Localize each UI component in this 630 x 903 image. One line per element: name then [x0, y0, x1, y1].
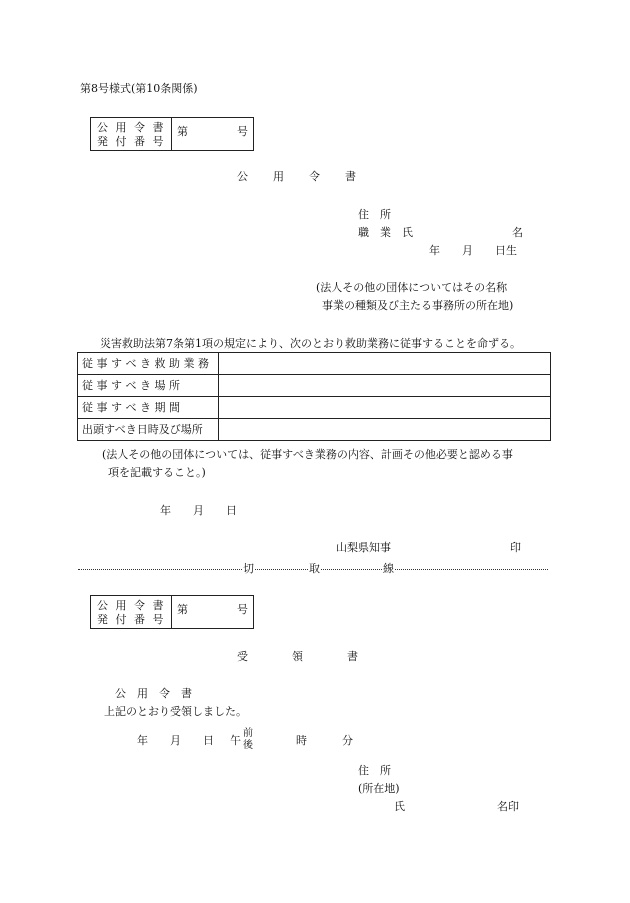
receipt-text: 上記のとおり受領しました。 — [104, 705, 247, 718]
issue-date: 年 月 日 — [160, 504, 237, 517]
cut-line-char-1: 切 — [243, 562, 254, 575]
receipt-issue-number-box — [90, 595, 254, 629]
cut-line — [78, 563, 548, 575]
receipt-location: (所在地) — [358, 782, 400, 795]
duty-value — [219, 397, 551, 419]
issue-label-line1: 公 用 令 書 — [97, 121, 166, 134]
duty-table — [77, 352, 551, 441]
duty-value — [219, 353, 551, 375]
duty-label: 出頭すべき日時及び場所 — [78, 419, 219, 441]
receipt-gozen-label: 午 — [230, 734, 241, 747]
recipient-note-1: (法人その他の団体についてはその名称 — [316, 281, 508, 294]
duty-row — [78, 419, 551, 441]
issue-label-line2: 発 付 番 号 — [97, 135, 166, 148]
order-text: 災害救助法第7条第1項の規定により、次のとおり救助業務に従事することを命ずる。 — [100, 337, 521, 350]
recipient-note-2: 事業の種類及び主たる事務所の所在地) — [322, 299, 514, 312]
receipt-date: 年 月 日 — [137, 734, 214, 747]
issue-dai: 第 — [177, 125, 188, 138]
duty-row — [78, 397, 551, 419]
am-pm-stack — [243, 728, 253, 752]
governor-seal: 印 — [510, 541, 521, 554]
issue-number-label-cell — [91, 118, 172, 150]
recipient-name-suffix: 名 — [512, 226, 523, 239]
recipient-occupation-name: 職 業 氏 — [358, 226, 413, 239]
duty-row — [78, 375, 551, 397]
receipt-issue-go: 号 — [237, 603, 248, 616]
duty-label: 従 事 す べ き 場 所 — [78, 375, 219, 397]
receipt-title: 受 領 書 — [237, 650, 358, 663]
duty-value — [219, 419, 551, 441]
receipt-subject: 公 用 令 書 — [115, 687, 192, 700]
receipt-minute: 分 — [342, 734, 353, 747]
table-note-2: 項を記載すること。) — [108, 466, 206, 479]
cut-line-char-2: 取 — [309, 562, 320, 575]
main-title: 公 用 令 書 — [237, 170, 357, 183]
cut-line-char-3: 線 — [383, 562, 394, 575]
am-label: 前 — [243, 728, 253, 739]
pm-label: 後 — [243, 740, 253, 751]
duty-label: 従 事 す べ き 救 助 業 務 — [78, 353, 219, 375]
receipt-hour: 時 — [296, 734, 307, 747]
form-label: 第8号様式(第10条関係) — [80, 82, 198, 95]
receipt-name-seal: 名印 — [497, 800, 519, 813]
issue-number-box — [90, 117, 254, 151]
receipt-issue-label-line2: 発 付 番 号 — [97, 613, 166, 626]
table-note-1: (法人その他の団体については、従事すべき業務の内容、計画その他必要と認める事 — [102, 448, 513, 461]
duty-row — [78, 353, 551, 375]
receipt-issue-label-line1: 公 用 令 書 — [97, 599, 166, 612]
governor-title: 山梨県知事 — [336, 541, 391, 554]
receipt-issue-label-cell — [91, 596, 172, 628]
receipt-name: 氏 — [394, 800, 405, 813]
recipient-address: 住 所 — [358, 208, 391, 221]
receipt-address: 住 所 — [358, 764, 391, 777]
duty-value — [219, 375, 551, 397]
duty-label: 従 事 す べ き 期 間 — [78, 397, 219, 419]
recipient-birthdate: 年 月 日生 — [429, 244, 517, 257]
receipt-issue-dai: 第 — [177, 603, 188, 616]
issue-go: 号 — [237, 125, 248, 138]
